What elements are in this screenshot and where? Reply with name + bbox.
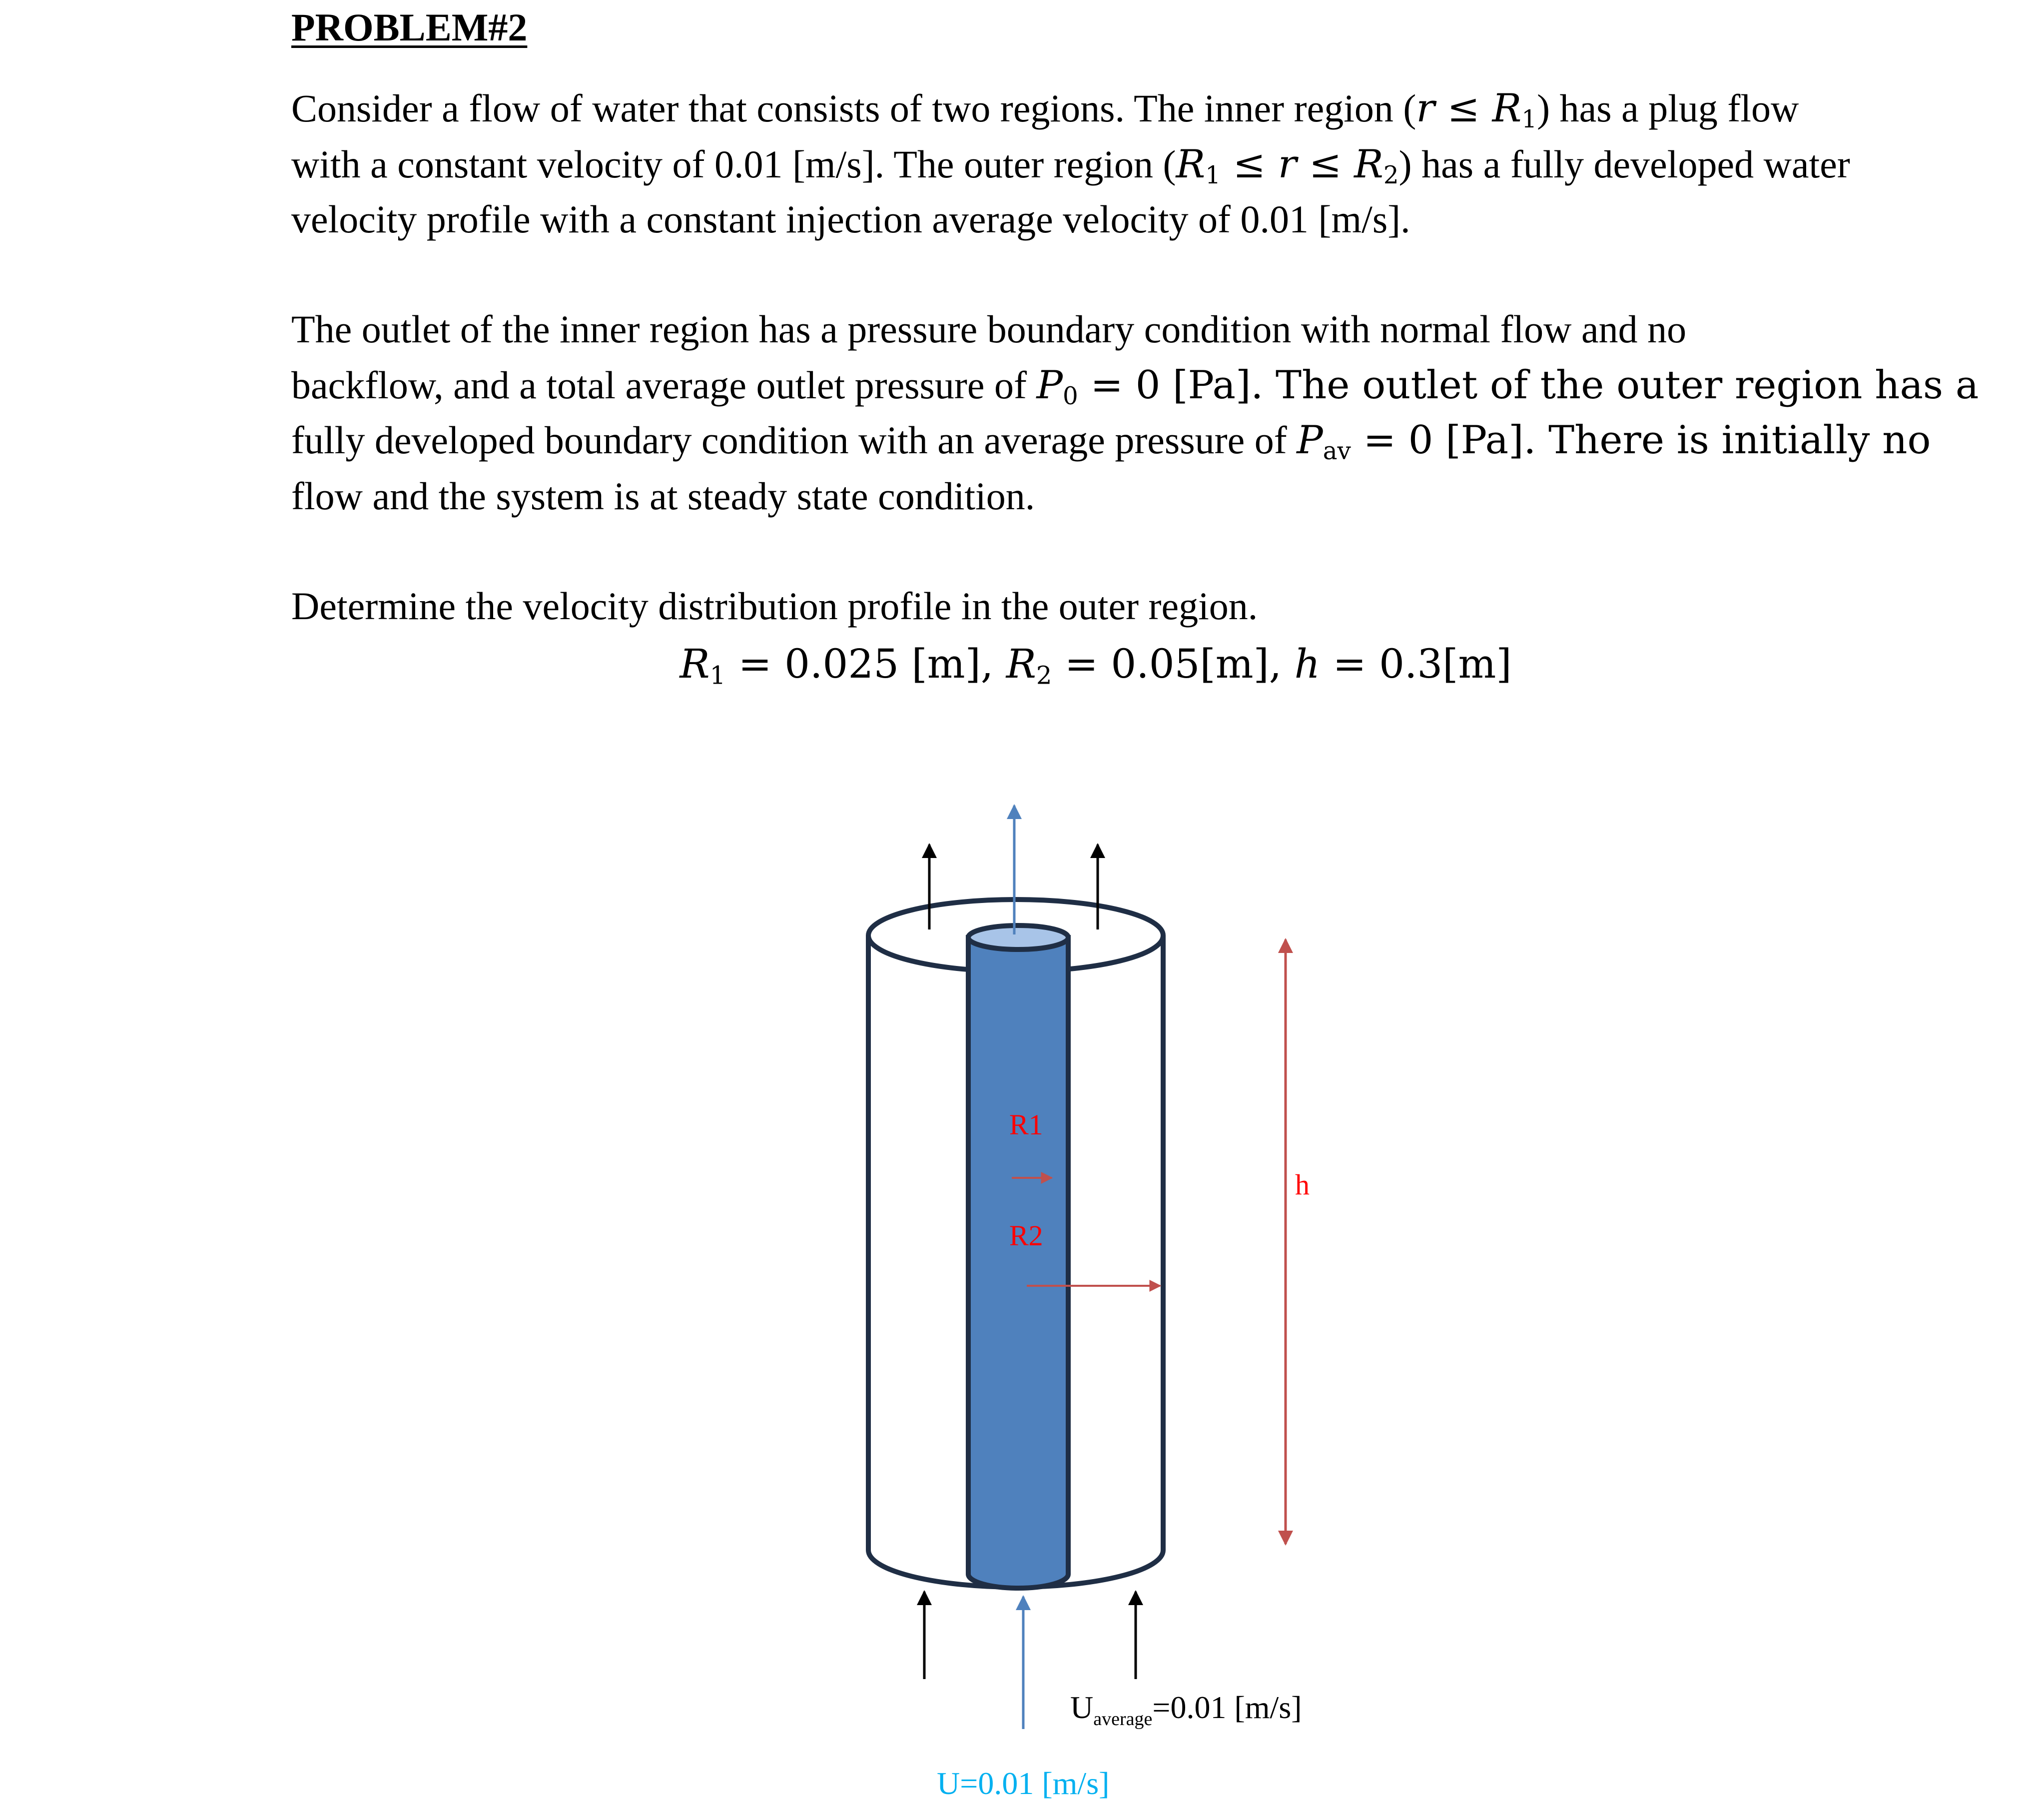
para2-line1: The outlet of the inner region has a pressure boundary condition with normal flow and no [291,307,1687,351]
label-u-average: $U_{average}=0.01$ [m/s] [1070,1690,1302,1730]
given-values: $R_1 = 0.025$ [m], $R_2 = 0.05[m]$, h = 0.3[m] [680,641,1512,690]
label-h: h [1295,1168,1310,1201]
para1-line3: velocity profile with a constant injection average velocity of 0.01 [m/s]. [291,197,1410,241]
label-r2: R2 [1009,1219,1043,1252]
para1-line1: Consider a flow of water that consists of two regions. The inner region $(r \le R_1)$ has a plug flow [291,86,1799,134]
para3-line1: Determine the velocity distribution profile in the outer region. [291,584,1258,628]
para2-line2: backflow, and a total average outlet pressure of $P_0 = 0$ [Pa]. The outlet of the outer region has a [291,363,1979,411]
para2-line4: flow and the system is at steady state condition. [291,474,1035,518]
inner-tube [968,925,1068,1588]
problem-heading: PROBLEM#2 [291,5,528,49]
para1-line2: with a constant velocity of 0.01 [m/s]. The outer region $(R_1 \le r \le R_2)$ has a fully developed water [291,142,1850,190]
para2-line3: fully developed boundary condition with an average pressure of $P_{av} = 0$ [Pa]. There is initially no [291,418,1931,466]
label-r1: R1 [1009,1108,1043,1141]
label-u-inner: U=0.01 [m/s] [937,1766,1110,1799]
